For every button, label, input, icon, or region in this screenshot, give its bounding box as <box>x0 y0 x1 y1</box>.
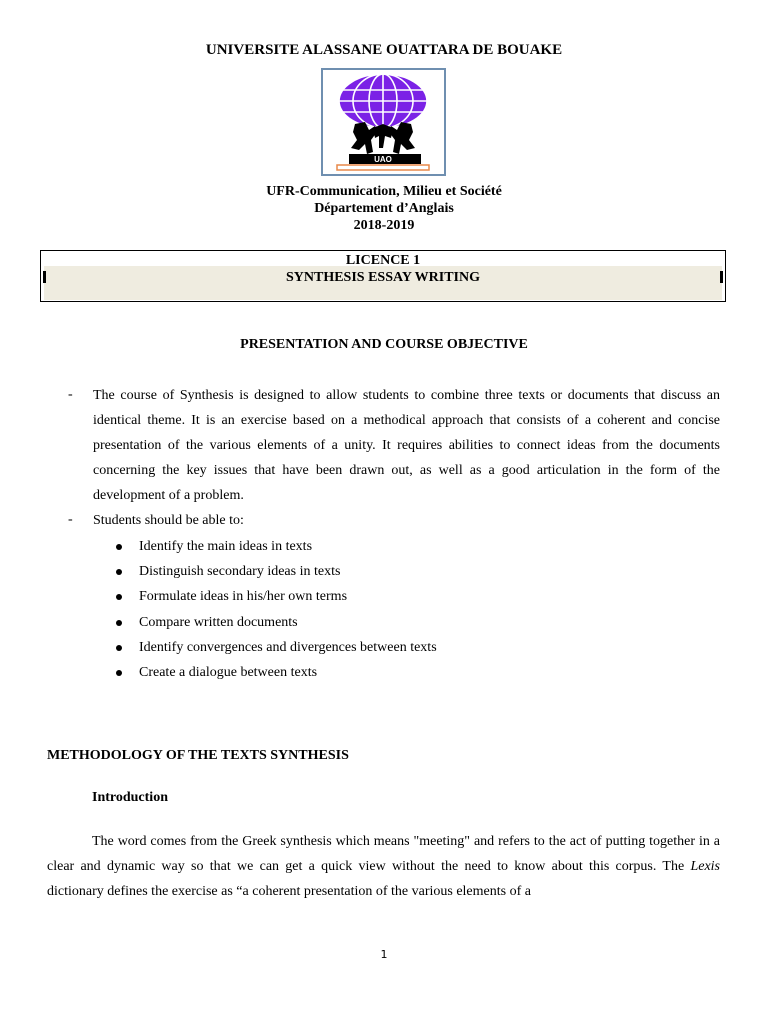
presentation-heading: PRESENTATION AND COURSE OBJECTIVE <box>240 337 528 352</box>
department-name: Département d’Anglais <box>314 201 454 216</box>
page-number: 1 <box>380 948 388 961</box>
list-item: Compare written documents <box>115 610 437 635</box>
dash-marker: - <box>68 512 73 527</box>
list-item: Formulate ideas in his/her own terms <box>115 584 437 609</box>
intro-text-part2: dictionary defines the exercise as “a coherent presentation of the various elements of a <box>47 884 531 899</box>
university-logo <box>321 68 446 176</box>
dash-marker: - <box>68 387 73 402</box>
ufr-name: UFR-Communication, Milieu et Société <box>266 184 502 199</box>
course-description: The course of Synthesis is designed to allow students to combine three texts or documents that discuss an identical theme. It is an exercise based on a methodical approach that consists of a coherent and concise presentation of the various elements of a unity. It requires abilities to connect ideas from the documents concerning the key issues that have been drawn out, as well as a good articulation in the form of the development of a problem. <box>93 388 720 503</box>
faculty-info <box>0 183 768 234</box>
introduction-paragraph <box>47 829 720 904</box>
students-intro: Students should be able to: <box>93 513 244 528</box>
introduction-heading: Introduction <box>92 790 168 805</box>
list-item: Identify the main ideas in texts <box>115 534 437 559</box>
list-item: Distinguish secondary ideas in texts <box>115 559 437 584</box>
methodology-heading: METHODOLOGY OF THE TEXTS SYNTHESIS <box>47 748 349 763</box>
logo-text: UAO <box>374 155 392 164</box>
course-title-text <box>41 252 725 286</box>
academic-year: 2018-2019 <box>353 218 415 233</box>
course-title-box <box>40 250 726 302</box>
list-item: Create a dialogue between texts <box>115 660 437 685</box>
list-item: Identify convergences and divergences between texts <box>115 635 437 660</box>
course-name: SYNTHESIS ESSAY WRITING <box>285 270 480 285</box>
university-title: UNIVERSITE ALASSANE OUATTARA DE BOUAKE <box>205 42 563 58</box>
intro-italic-term: Lexis <box>690 859 720 874</box>
intro-text-part1: The word comes from the Greek synthesis which means "meeting" and refers to the act of putting together in a clear and dynamic way so that we can get a quick view without the need to know about this corpus. The <box>47 834 720 874</box>
course-level: LICENCE 1 <box>345 253 421 268</box>
objectives-list <box>115 534 437 685</box>
